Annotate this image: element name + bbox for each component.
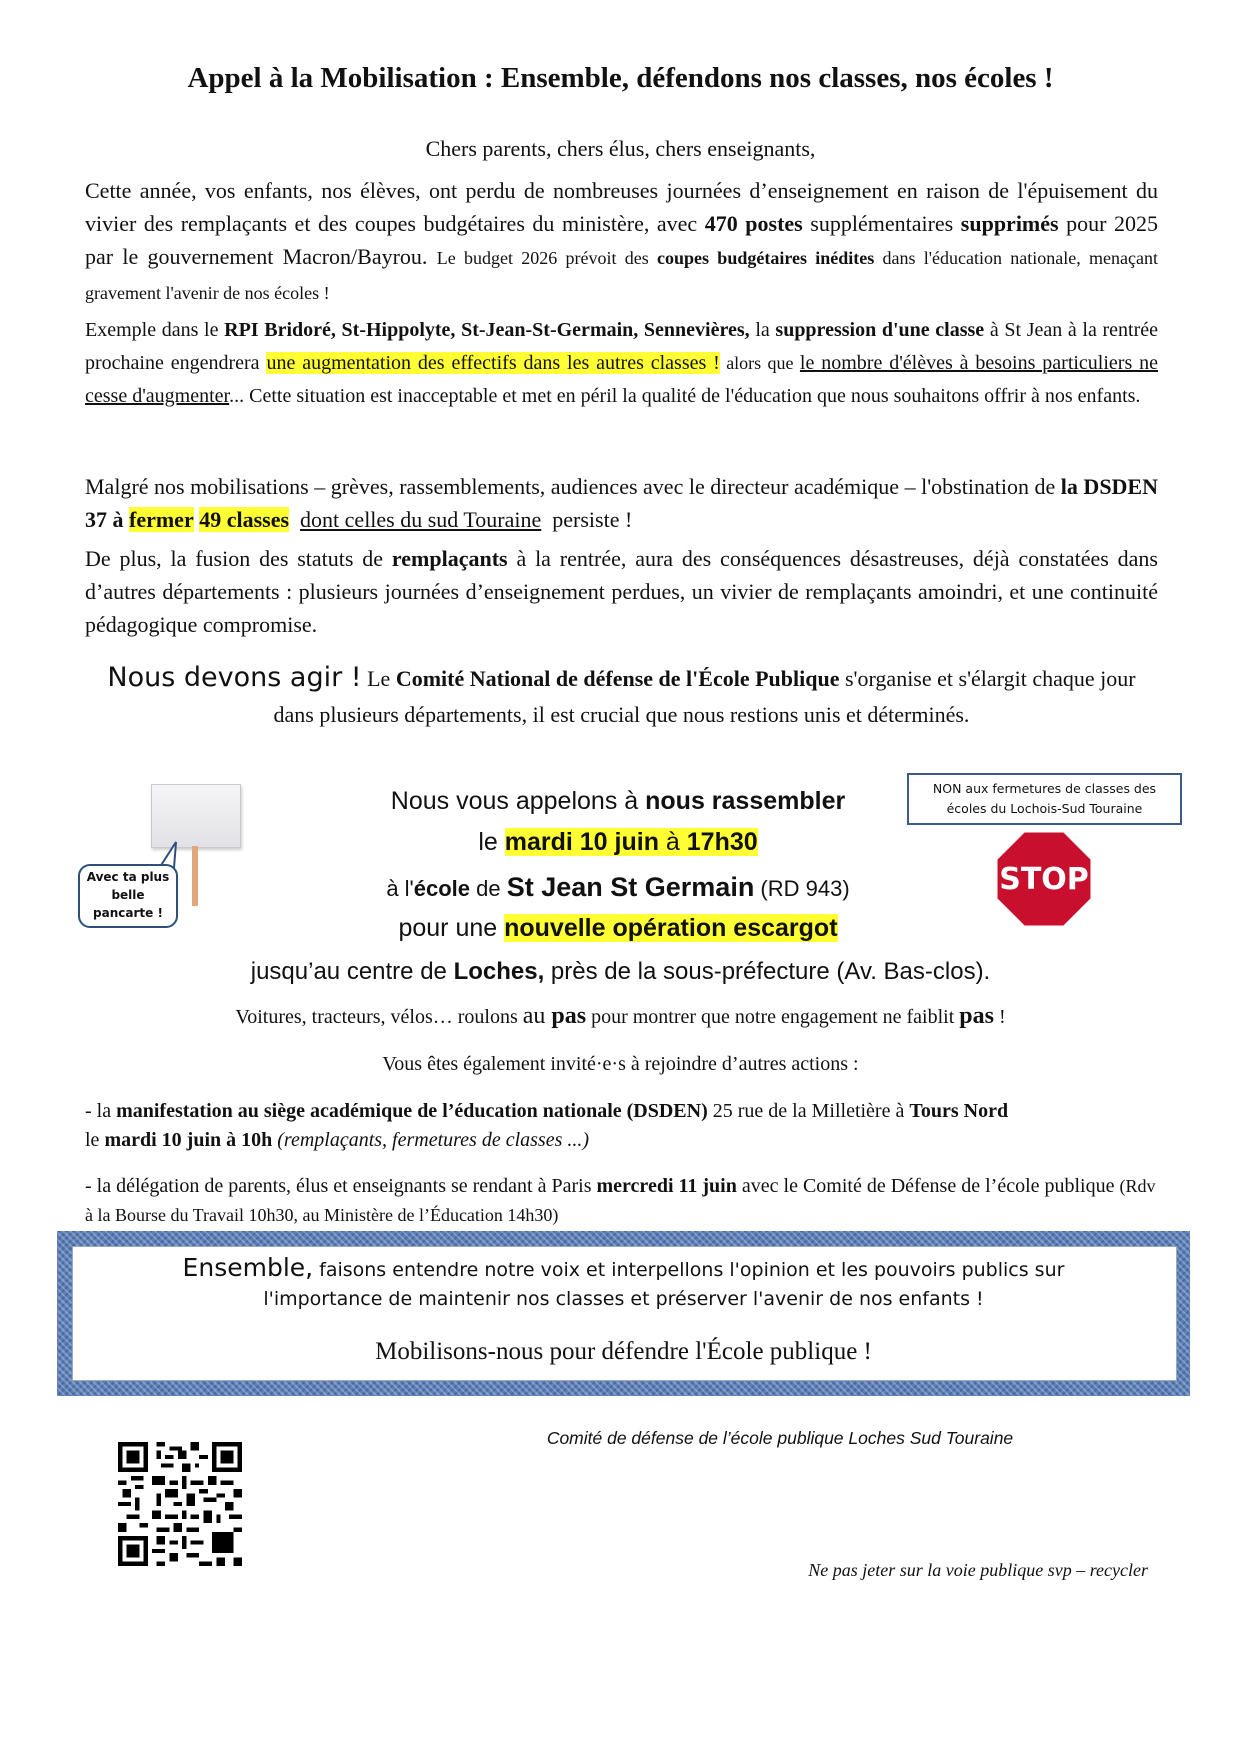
vehicles-line: Voitures, tracteurs, vélos… roulons au pas pour montrer que notre engagement ne faiblit pas !	[235, 1003, 1006, 1029]
action-dsden: - la manifestation au siège académique de l’éducation nationale (DSDEN) 25 rue de la Milletière à Tours Nord le mardi 10 juin à 10h (remplaçants, fermetures de classes ...)	[85, 1100, 1009, 1151]
bubble-line: belle	[111, 888, 145, 902]
bubble-line: Avec ta plus	[86, 870, 170, 884]
call-line-5: jusqu’au centre de Loches, près de la sous-préfecture (Av. Bas-clos).	[250, 958, 991, 985]
paragraph-rpi-example: Exemple dans le RPI Bridoré, St-Hippolyte, St-Jean-St-Germain, Sennevières, la suppression d'une classe à St Jean à la rentrée prochaine engendrera une augmentation des effectifs dans les autres classes ! alors que le nombre d'élèves à besoins particuliers ne cesse d'augmenter... Cette situation est inacceptable et met en péril la qualité de l'éducation que nous souhaitons offrir à nos enfants.	[85, 319, 1158, 407]
speech-bubble	[78, 864, 178, 928]
mobilisons-line: Mobilisons-nous pour défendre l'École publique !	[375, 1338, 872, 1365]
stop-sign-icon	[994, 829, 1094, 929]
ensemble-line-2: l'importance de maintenir nos classes et préserver l'avenir de nos enfants !	[263, 1288, 984, 1310]
non-box-line: écoles du Lochois-Sud Touraine	[946, 801, 1143, 816]
non-fermetures-box	[907, 773, 1182, 825]
paragraph-remplacants: De plus, la fusion des statuts de remplaçants à la rentrée, aura des conséquences désastreuses, déjà constatées dans d’autres départements : plusieurs journées d’enseignement perdues, un vivier de remplaçants amoindri, et une continuité pédagogique compromise.	[85, 546, 1158, 637]
paragraph-agir: Nous devons agir ! Le Comité National de défense de l'École Publique s'organise et s'élargit chaque jour dans plusieurs départements, il est crucial que nous restions unis et déterminés.	[107, 662, 1136, 727]
call-line-4: pour une nouvelle opération escargot	[398, 914, 838, 942]
ensemble-line-1: Ensemble, faisons entendre notre voix et interpellons l'opinion et les pouvoirs publics sur	[182, 1253, 1065, 1282]
footer-note: Ne pas jeter sur la voie publique svp – recycler	[808, 1560, 1148, 1580]
bubble-line: pancarte !	[93, 906, 163, 920]
signature: Comité de défense de l’école publique Loches Sud Touraine	[546, 1428, 1014, 1448]
call-line-3: à l'école de St Jean St Germain (RD 943)	[386, 872, 850, 902]
greeting: Chers parents, chers élus, chers enseignants,	[425, 136, 816, 161]
call-line-1: Nous vous appelons à nous rassembler	[390, 787, 846, 815]
action-paris: - la délégation de parents, élus et enseignants se rendant à Paris mercredi 11 juin avec le Comité de Défense de l’école publique (Rdv à la Bourse du Travail 10h30, au Ministère de l’Éducation 14h30)	[85, 1175, 1156, 1225]
page-title: Appel à la Mobilisation : Ensemble, défendons nos classes, nos écoles !	[187, 62, 1054, 94]
paragraph-dsden: Malgré nos mobilisations – grèves, rassemblements, audiences avec le directeur académique – l'obstination de la DSDEN 37 à fermer 49 classes dont celles du sud Touraine persiste !	[85, 474, 1158, 532]
paragraph-budget: Cette année, vos enfants, nos élèves, ont perdu de nombreuses journées d’enseignement en raison de l'épuisement du vivier des remplaçants et des coupes budgétaires du ministère, avec 470 postes supplémentaires supprimés pour 2025 par le gouvernement Macron/Bayrou. Le budget 2026 prévoit des coupes budgétaires inédites dans l'éducation nationale, menaçant gravement l'avenir de nos écoles !	[85, 178, 1158, 303]
stop-sign-text: STOP	[999, 862, 1089, 897]
invite-line: Vous êtes également invité·e·s à rejoindre d’autres actions :	[382, 1053, 859, 1075]
call-line-2: le mardi 10 juin à 17h30	[478, 828, 758, 856]
non-box-line: NON aux fermetures de classes des	[932, 781, 1157, 796]
qr-code-icon	[118, 1442, 242, 1566]
